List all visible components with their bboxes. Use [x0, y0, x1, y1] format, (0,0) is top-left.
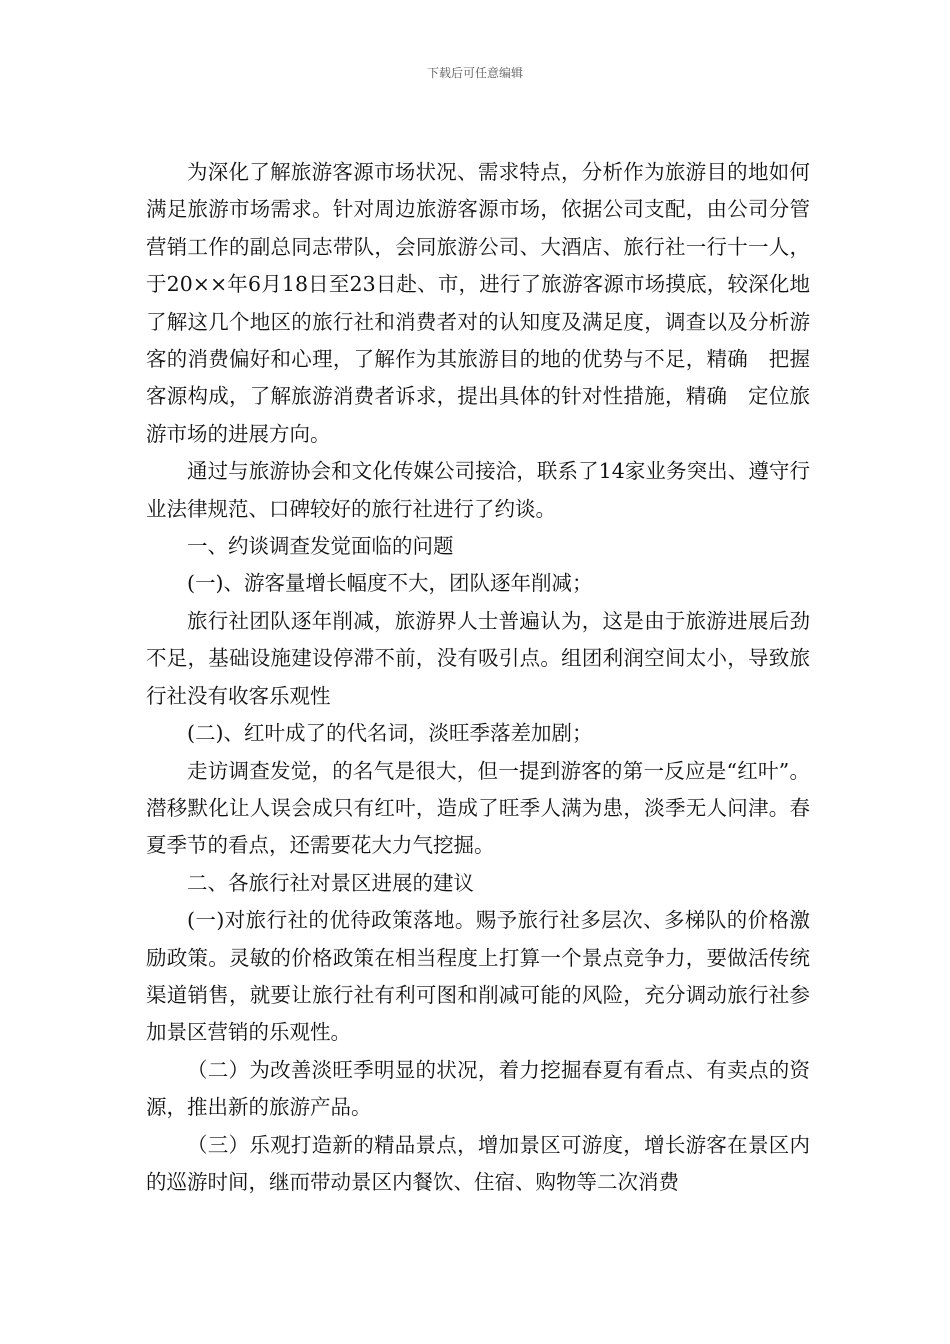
section-heading-problems: 一、约谈调查发觉面临的问题: [187, 534, 454, 559]
paragraph-1: 旅行社团队逐年削减，旅游界人士普遍认为，这是由于旅游进展后劲不足，基础设施建设停滞不前，没有吸引点。组团利润空间太小，导致旅行社没有收客乐观性: [146, 608, 810, 708]
paragraph-intro: 为深化了解旅游客源市场状况、需求特点，分析作为旅游目的地如何满足旅游市场需求。针对周边旅游客源市场，依据公司支配，由公司分管营销工作的副总同志带队，会同旅游公司、大酒店、旅行社一行十一人，于20××年6月18日至23日赴、市，进行了旅游客源市场摸底，较深化地了解这几个地区的旅行社和消费者对的认知度及满足度，调查以及分析游客的消费偏好和心理，了解作为其旅游目的地的优势与不足，精确 把握客源构成，了解旅游消费者诉求，提出具体的针对性措施，精确 定位旅游市场的进展方向。: [146, 160, 810, 446]
paragraph-contact: 通过与旅游协会和文化传媒公司接洽，联系了14家业务突出、遵守行业法律规范、口碑较好的旅行社进行了约谈。: [146, 459, 810, 521]
subheading-2: (二)、红叶成了的代名词，淡旺季落差加剧；: [187, 721, 593, 746]
suggestion-3: （三）乐观打造新的精品景点，增加景区可游度，增长游客在景区内的巡游时间，继而带动景区内餐饮、住宿、购物等二次消费: [146, 1132, 810, 1194]
section-heading-suggestions: 二、各旅行社对景区进展的建议: [187, 870, 474, 895]
document-body: [146, 154, 810, 1201]
suggestion-2: （二）为改善淡旺季明显的状况，着力挖掘春夏有看点、有卖点的资源，推出新的旅游产品。: [146, 1057, 810, 1120]
suggestion-1: (一)对旅行社的优待政策落地。赐予旅行社多层次、多梯队的价格激励政策。灵敏的价格政策在相当程度上打算一个景点竞争力，要做活传统渠道销售，就要让旅行社有利可图和削减可能的风险，充分调动旅行社参加景区营销的乐观性。: [146, 908, 810, 1045]
page-header: 下载后可任意编辑: [426, 66, 523, 80]
paragraph-2: 走访调查发觉，的名气是很大，但一提到游客的第一反应是“红叶”。潜移默化让人误会成只有红叶，造成了旺季人满为患，淡季无人问津。春夏季节的看点，还需要花大力气挖掘。: [146, 758, 810, 858]
subheading-1: (一)、游客量增长幅度不大，团队逐年削减；: [187, 571, 593, 596]
